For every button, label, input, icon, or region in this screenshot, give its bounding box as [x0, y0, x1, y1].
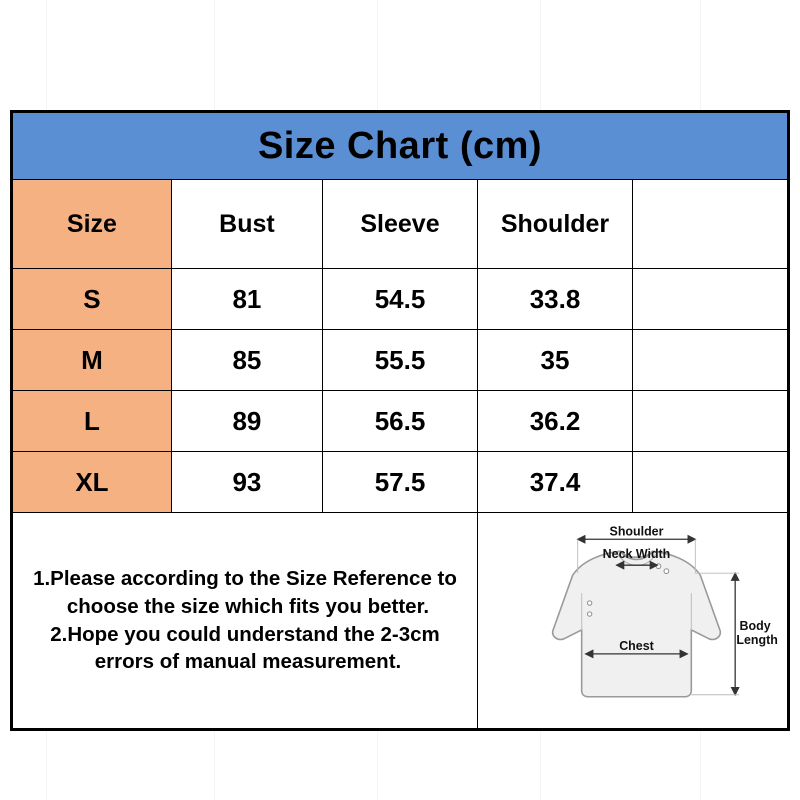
- column-header-size: Size: [13, 180, 172, 269]
- table-title-row: [13, 113, 788, 180]
- size-chart-table: [12, 112, 788, 729]
- cell-bust-s: 81: [171, 269, 322, 330]
- notes-and-diagram-row: [13, 513, 788, 729]
- size-chart-container: [10, 110, 790, 731]
- cell-extra-m: [633, 330, 788, 391]
- diagram-label-neck-width: Neck Width: [602, 547, 671, 562]
- column-header-sleeve: Sleeve: [323, 180, 478, 269]
- diagram-label-shoulder: Shoulder: [609, 524, 664, 539]
- table-row: [13, 391, 788, 452]
- cell-size-l: L: [13, 391, 172, 452]
- diagram-label-body: Body: [739, 618, 771, 633]
- table-header-row: [13, 180, 788, 269]
- cell-extra-s: [633, 269, 788, 330]
- column-header-blank: [633, 180, 788, 269]
- cell-shoulder-s: 33.8: [478, 269, 633, 330]
- cell-size-xl: XL: [13, 452, 172, 513]
- table-row: [13, 452, 788, 513]
- note-line-2: choose the size which fits you better.: [66, 594, 430, 618]
- cell-extra-l: [633, 391, 788, 452]
- cell-bust-m: 85: [171, 330, 322, 391]
- cell-sleeve-m: 55.5: [323, 330, 478, 391]
- cell-extra-xl: [633, 452, 788, 513]
- cell-sleeve-s: 54.5: [323, 269, 478, 330]
- note-line-3: 2.Hope you could understand the 2-3cm: [50, 622, 440, 646]
- garment-measurement-diagram: [478, 513, 788, 729]
- cell-shoulder-m: 35: [478, 330, 633, 391]
- cell-shoulder-xl: 37.4: [478, 452, 633, 513]
- note-line-1: 1.Please according to the Size Reference to: [33, 567, 457, 591]
- cell-bust-xl: 93: [171, 452, 322, 513]
- cell-size-m: M: [13, 330, 172, 391]
- cell-size-s: S: [13, 269, 172, 330]
- diagram-label-length: Length: [736, 632, 778, 647]
- sweater-diagram-icon: [478, 513, 787, 728]
- cell-bust-l: 89: [171, 391, 322, 452]
- diagram-label-chest: Chest: [619, 638, 654, 653]
- page-title: Size Chart (cm): [13, 113, 788, 180]
- column-header-bust: Bust: [171, 180, 322, 269]
- column-header-shoulder: Shoulder: [478, 180, 633, 269]
- table-row: [13, 330, 788, 391]
- cell-sleeve-xl: 57.5: [323, 452, 478, 513]
- cell-sleeve-l: 56.5: [323, 391, 478, 452]
- diagram-box: [478, 513, 787, 728]
- cell-shoulder-l: 36.2: [478, 391, 633, 452]
- measurement-notes: [13, 513, 478, 729]
- note-line-4: errors of manual measurement.: [94, 650, 402, 674]
- table-row: [13, 269, 788, 330]
